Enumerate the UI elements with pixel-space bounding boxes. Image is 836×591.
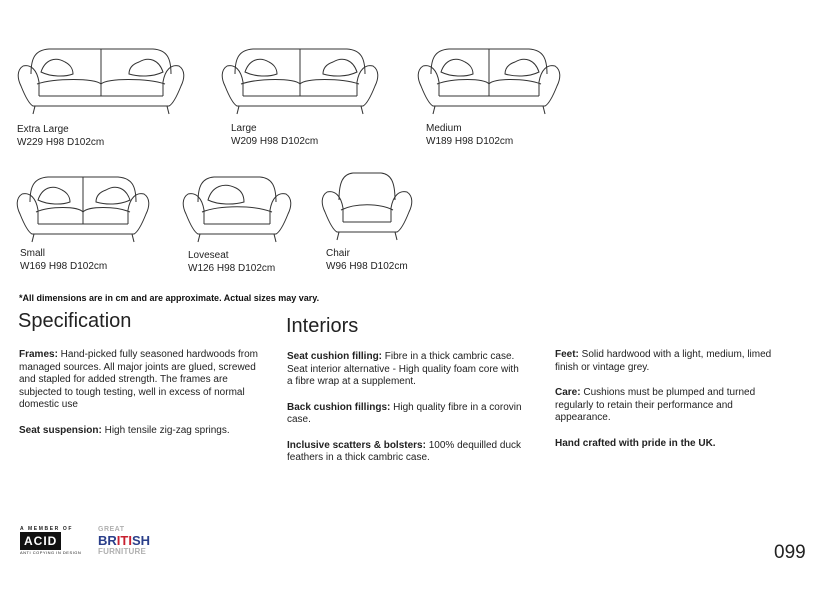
great-british-furniture-logo [98,526,150,556]
suspension-label: Seat suspension: [19,424,102,436]
size-caption-large [231,122,318,148]
sofa-drawing-small [14,172,152,244]
frames-paragraph [19,349,259,412]
care-text: Cushions must be plumped and turned regularly to retain their performance and appearance. [555,387,756,423]
gb-logo-part: SH [131,533,151,548]
interiors-heading: Interiors [286,315,359,337]
scatters-text: 100% dequilled duck feathers in a thick cambric case. [287,439,522,463]
size-caption-medium [426,122,513,148]
feet-text: Solid hardwood with a light, medium, limed finish or vintage grey. [555,349,772,373]
gb-logo-top: GREAT [98,526,125,533]
size-dims: W126 H98 D102cm [188,263,276,274]
sofa-drawing-medium [415,44,563,116]
size-caption-chair [326,247,408,273]
back-cushion-paragraph [287,402,523,427]
acid-logo-bottom: ANTI COPYING IN DESIGN [20,550,82,555]
seat-cushion-paragraph [287,351,523,389]
handcrafted-text: Hand crafted with pride in the UK. [555,437,716,449]
feet-paragraph [555,349,783,374]
feet-label: Feet: [555,349,579,360]
size-dims: W189 H98 D102cm [426,136,514,147]
care-paragraph [555,387,783,425]
size-dims: W169 H98 D102cm [20,261,108,272]
gb-logo-part: ITI [116,533,132,548]
size-name: Loveseat [188,250,229,261]
gb-logo-bottom: FURNITURE [98,547,147,556]
frames-text: Hand-picked fully seasoned hardwoods from managed sources. All major joints are glued, screwed and stapled for added strength. The frames are subjected to tough testing, well in excess of normal domestic use [19,349,259,410]
page-number: 099 [774,542,806,563]
gb-logo-mid [98,534,150,547]
size-caption-extra-large [17,123,104,149]
back-cushion-text: High quality fibre in a corovin case. [287,401,522,425]
size-name: Medium [426,123,462,134]
size-caption-small [20,247,107,273]
scatters-paragraph [287,440,523,465]
back-cushion-label: Back cushion fillings: [287,401,391,413]
size-dims: W209 H98 D102cm [231,136,319,147]
size-name: Extra Large [17,124,69,135]
size-dims: W96 H98 D102cm [326,261,408,272]
care-label: Care: [555,387,581,398]
gb-logo-part: BR [98,533,117,548]
sofa-drawing-extra-large [15,44,187,116]
size-caption-loveseat [188,249,275,275]
suspension-paragraph [19,425,259,438]
suspension-text: High tensile zig-zag springs. [101,424,230,436]
specification-column [19,349,259,450]
acid-logo-top: A MEMBER OF [20,526,73,532]
sofa-drawing-large [219,44,381,116]
frames-label: Frames: [19,349,58,360]
sofa-drawing-loveseat [180,172,294,244]
acid-logo-mark: ACID [20,532,61,550]
seat-cushion-label: Seat cushion filling: [287,351,383,362]
care-column [555,349,783,463]
chair-drawing [319,170,415,242]
size-name: Small [20,248,46,259]
interiors-column [287,351,523,478]
dimensions-note: *All dimensions are in cm and are approximate. Actual sizes may vary. [19,293,320,303]
size-dims: W229 H98 D102cm [17,137,105,148]
scatters-label: Inclusive scatters & bolsters: [287,439,426,451]
handcrafted-paragraph [555,438,783,451]
size-name: Chair [326,248,350,259]
specification-heading: Specification [18,310,132,332]
seat-cushion-text: Fibre in a thick cambric case. Seat interior alternative - High quality foam core with a fibre wrap at a supplement. [287,351,519,387]
acid-logo [20,526,81,555]
size-name: Large [231,123,257,134]
